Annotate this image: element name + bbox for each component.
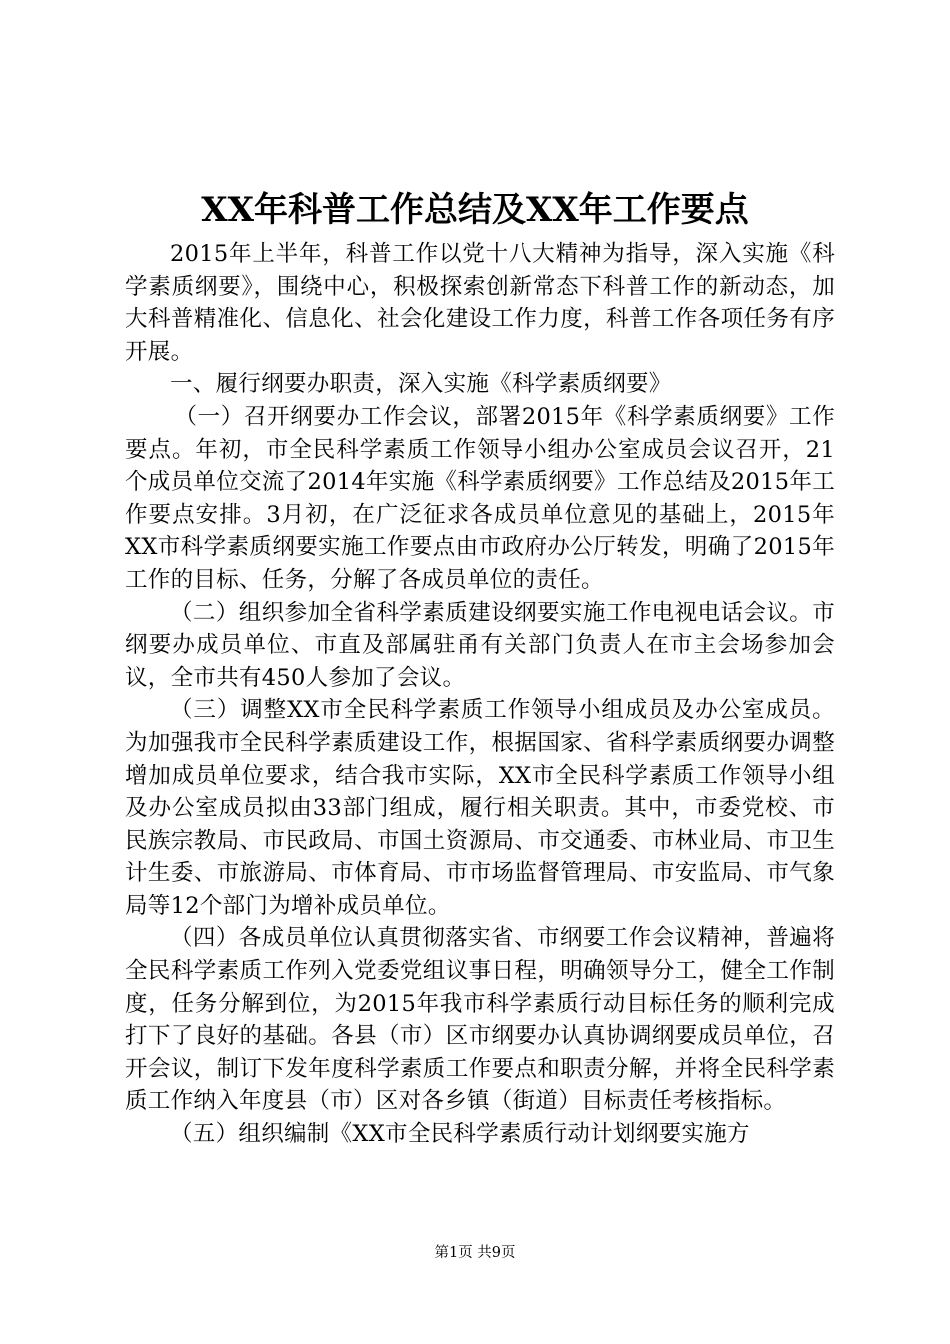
paragraph-item-2: （二）组织参加全省科学素质建设纲要实施工作电视电话会议。市纲要办成员单位、市直及部属驻甬有关部门负责人在市主会场参加会议，全市共有450人参加了会议。 <box>125 599 835 691</box>
document-title: XX年科普工作总结及XX年工作要点 <box>201 190 749 230</box>
paragraph-intro: 2015年上半年，科普工作以党十八大精神为指导，深入实施《科学素质纲要》，围绕中心，积极探索创新常态下科普工作的新动态，加大科普精准化、信息化、社会化建设工作力度，科普工作各项任务有序开展。 <box>125 241 835 365</box>
paragraph-item-1: （一）召开纲要办工作会议，部署2015年《科学素质纲要》工作要点。年初，市全民科学素质工作领导小组办公室成员会议召开，21个成员单位交流了2014年实施《科学素质纲要》工作总结及2015年工作要点安排。3月初，在广泛征求各成员单位意见的基础上，2015年XX市科学素质纲要实施工作要点由市政府办公厅转发，明确了2015年工作的目标、任务，分解了各成员单位的责任。 <box>125 403 835 593</box>
paragraph-item-3: （三）调整XX市全民科学素质工作领导小组成员及办公室成员。为加强我市全民科学素质建设工作，根据国家、省科学素质纲要办调整增加成员单位要求，结合我市实际，XX市全民科学素质工作领导小组及办公室成员拟由33部门组成，履行相关职责。其中，市委党校、市民族宗教局、市民政局、市国土资源局、市交通委、市林业局、市卫生计生委、市旅游局、市体育局、市市场监督管理局、市安监局、市气象局等12个部门为增补成员单位。 <box>125 697 835 919</box>
document-body <box>125 238 835 1151</box>
section-heading-1: 一、履行纲要办职责，深入实施《科学素质纲要》 <box>170 371 672 398</box>
page-number-footer: 第1页 共9页 <box>434 1245 516 1261</box>
paragraph-item-4: （四）各成员单位认真贯彻落实省、市纲要工作会议精神，普遍将全民科学素质工作列入党委党组议事日程，明确领导分工，健全工作制度，任务分解到位，为2015年我市科学素质行动目标任务的顺利完成打下了良好的基础。各县（市）区市纲要办认真协调纲要成员单位，召开会议，制订下发年度科学素质工作要点和职责分解，并将全民科学素质工作纳入年度县（市）区对各乡镇（街道）目标责任考核指标。 <box>125 925 835 1115</box>
paragraph-item-5: （五）组织编制《XX市全民科学素质行动计划纲要实施方 <box>170 1121 750 1148</box>
